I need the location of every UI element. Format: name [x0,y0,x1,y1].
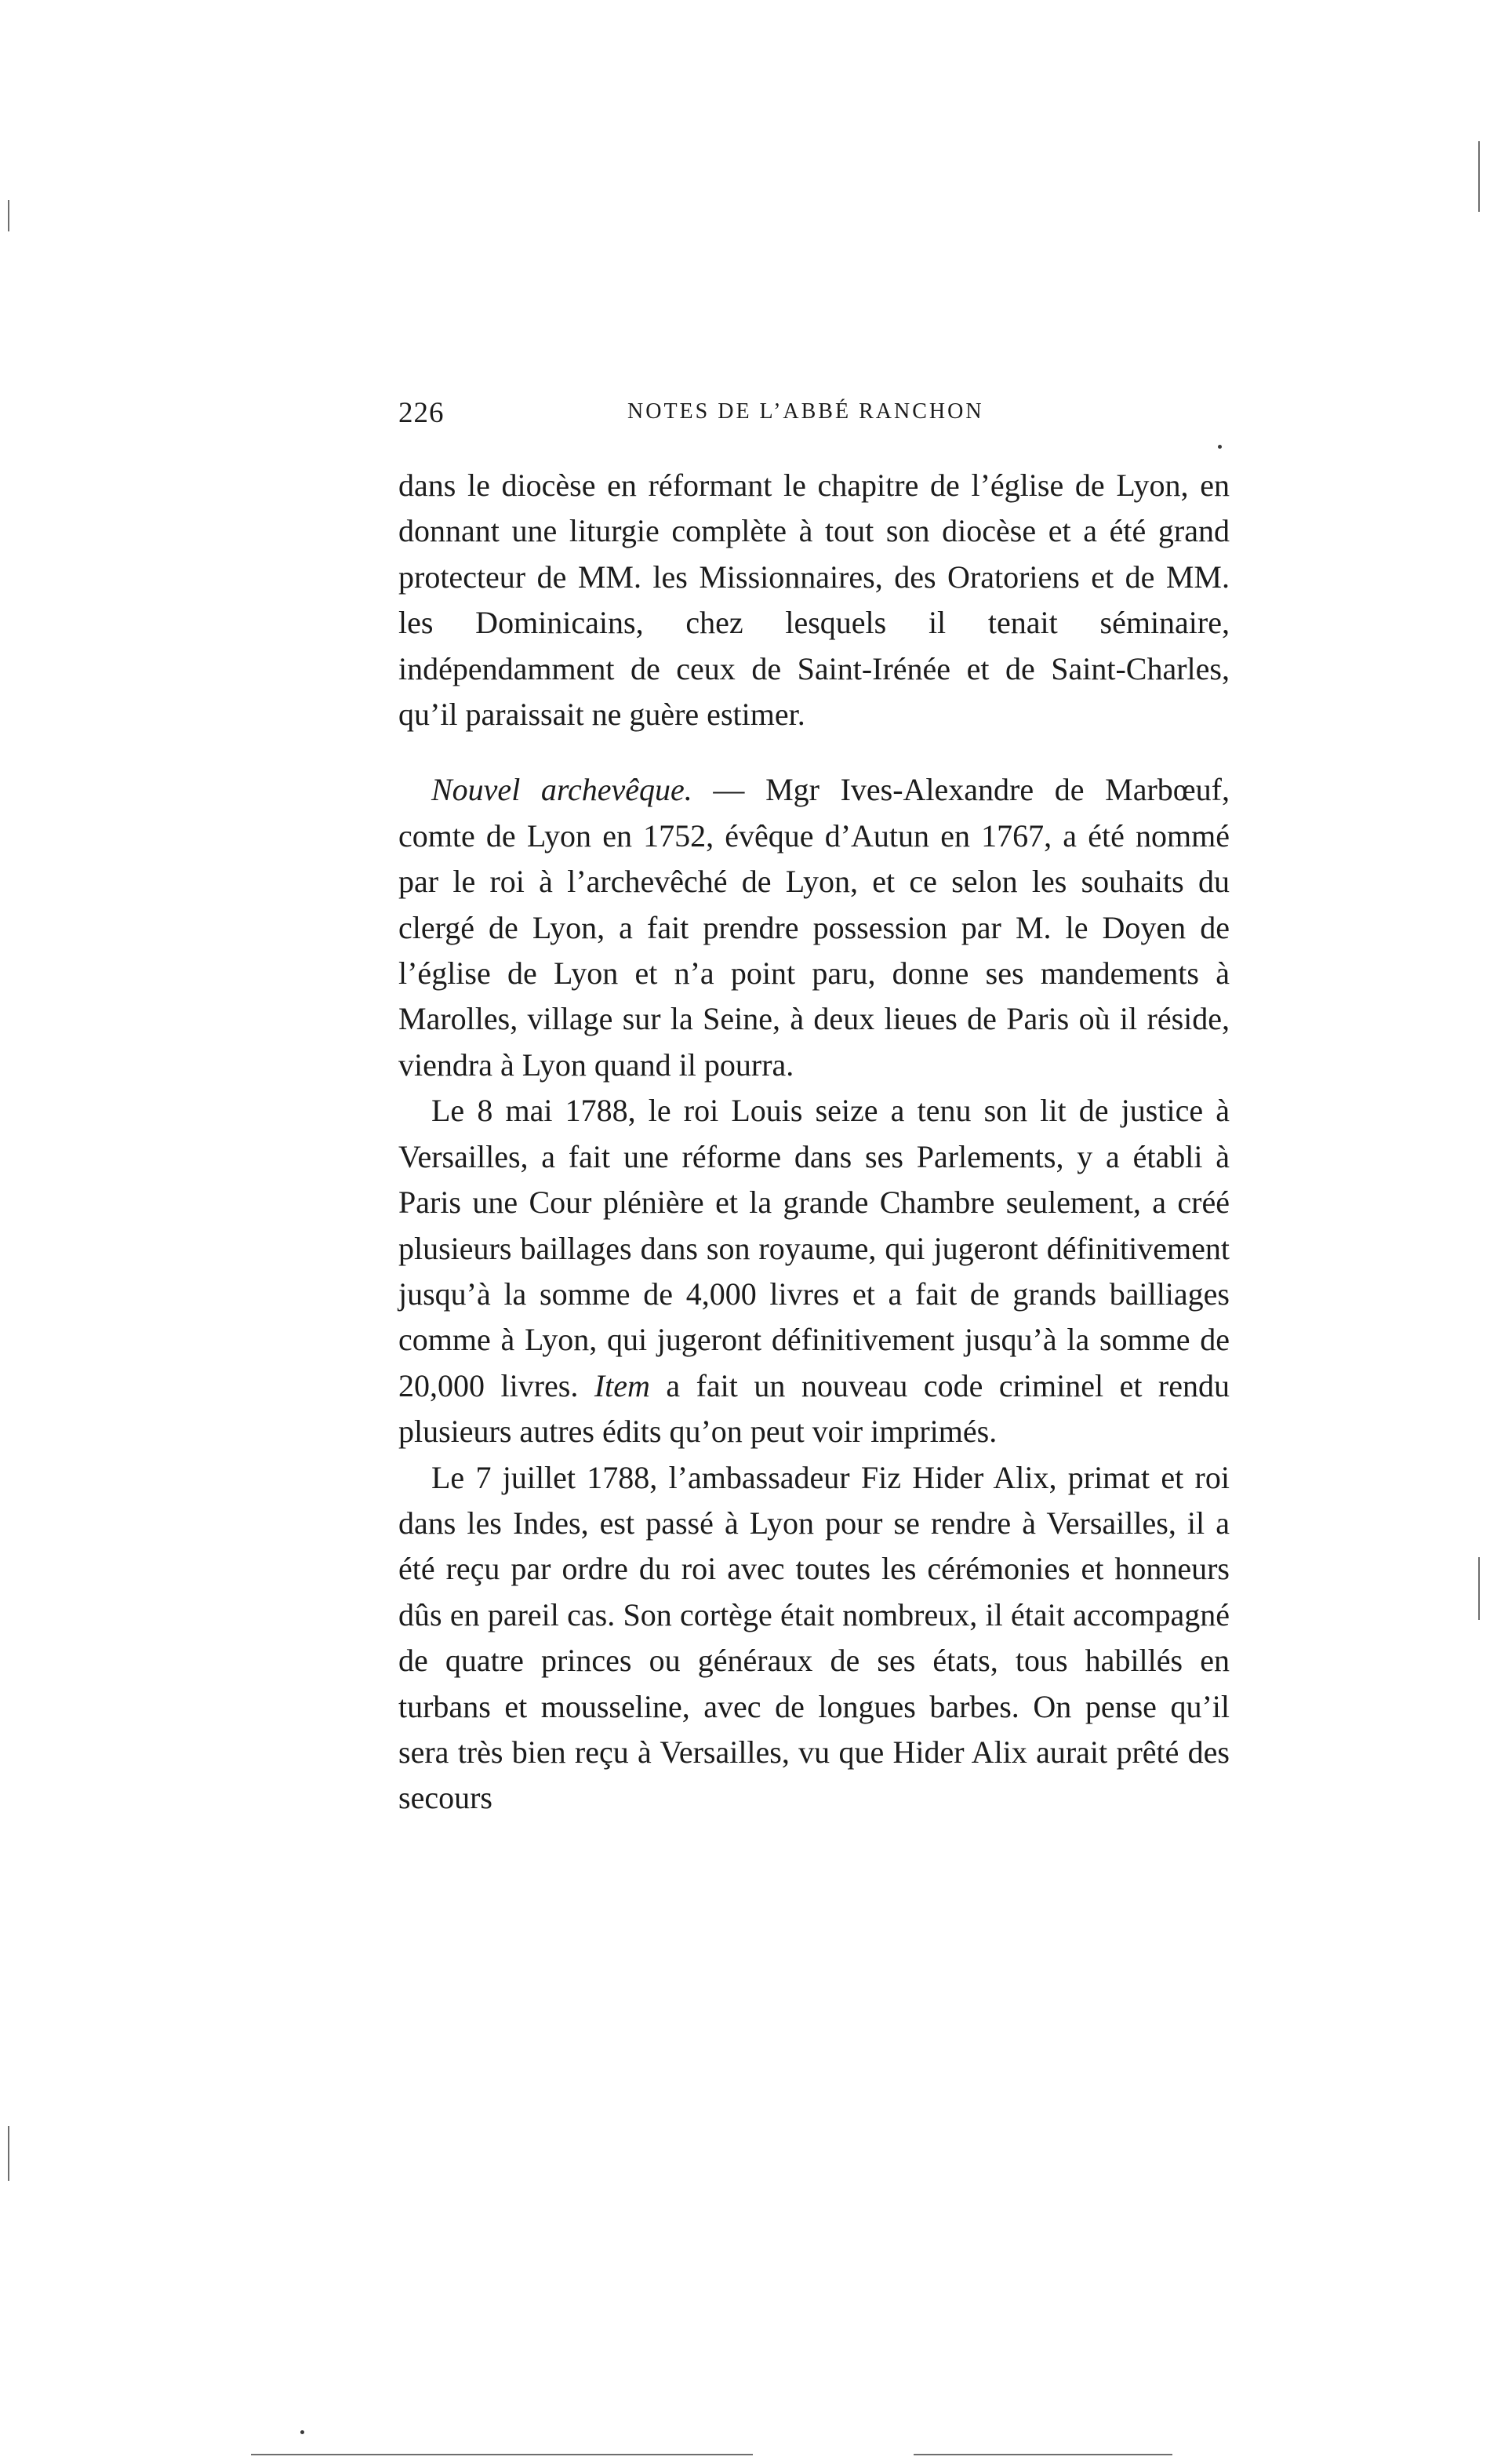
item-italic: Item [594,1367,650,1403]
paragraph-nouvel-archeveque [398,767,1230,1088]
paragraph-lit-de-justice [398,1088,1230,1454]
scan-edge-line-right [1478,141,1480,212]
paragraph-continuation [398,463,1230,737]
paragraph-ambassadeur [398,1455,1230,1822]
scan-bottom-line [251,2454,753,2455]
running-title: NOTES DE L’ABBÉ RANCHON [627,399,984,424]
paragraph-text: dans le diocèse en réformant le chapitre de l’église de Lyon, en donnant une liturgie complète à tout son diocèse et a été grand protecteur de MM. les Missionnaires, des Oratoriens et de MM. les Dominicains, chez lesquels il tenait séminaire, indépendamment de ceux de Saint-Irénée et de Saint-Charles, qu’il paraissait ne guère estimer. [398,468,1230,733]
running-head [398,396,1230,435]
scan-edge-line-left [8,200,9,231]
scan-bottom-line [914,2454,1172,2455]
scan-edge-line-right [1478,1557,1480,1620]
scan-speck [300,2430,304,2434]
paragraph-text: Le 8 mai 1788, le roi Louis seize a tenu son lit de justice à Versailles, a fait une réforme dans ses Parlements, y a établi à Paris une Cour plénière et la grande Chambre seulement, a créé plusieurs baillages dans son royaume, qui jugeront définitivement jusqu’à la somme de 4,000 livres et a fait de grands bailliages comme à Lyon, qui jugeront définitivement jusqu’à la somme de 20,000 livres. [398,1093,1230,1403]
paragraph-text: a fait un nouveau code criminel et rendu plusieurs autres édits qu’on peut voir imprimés. [398,1367,1230,1450]
scan-speck [1218,445,1222,449]
page-number: 226 [398,397,445,429]
paragraph-text: Le 7 juillet 1788, l’ambassadeur Fiz Hider Alix, primat et roi dans les Indes, est passé à Lyon pour se rendre à Versailles, il a été reçu par ordre du roi avec toutes les cérémonies et honneurs dûs en pareil cas. Son cortège était nombreux, il était accompagné de quatre princes ou généraux de ses états, tous habillés en turbans et mousseline, avec de longues barbes. On pense qu’il sera très bien reçu à Versailles, vu que Hider Alix aurait prêté des secours [398,1459,1230,1816]
scan-edge-line-left [8,2126,9,2181]
paragraph-text: — Mgr Ives-Alexandre de Marbœuf, comte de Lyon en 1752, évêque d’Autun en 1767, a été nommé par le roi à l’archevêché de Lyon, et ce selon les souhaits du clergé de Lyon, a fait prendre possession par M. le Doyen de l’église de Lyon et n’a point paru, donne ses mandements à Marolles, village sur la Seine, à deux lieues de Paris où il réside, viendra à Lyon quand il pourra. [398,772,1230,1083]
body-text [398,463,1230,1822]
section-heading: Nouvel archevêque. [431,772,692,808]
